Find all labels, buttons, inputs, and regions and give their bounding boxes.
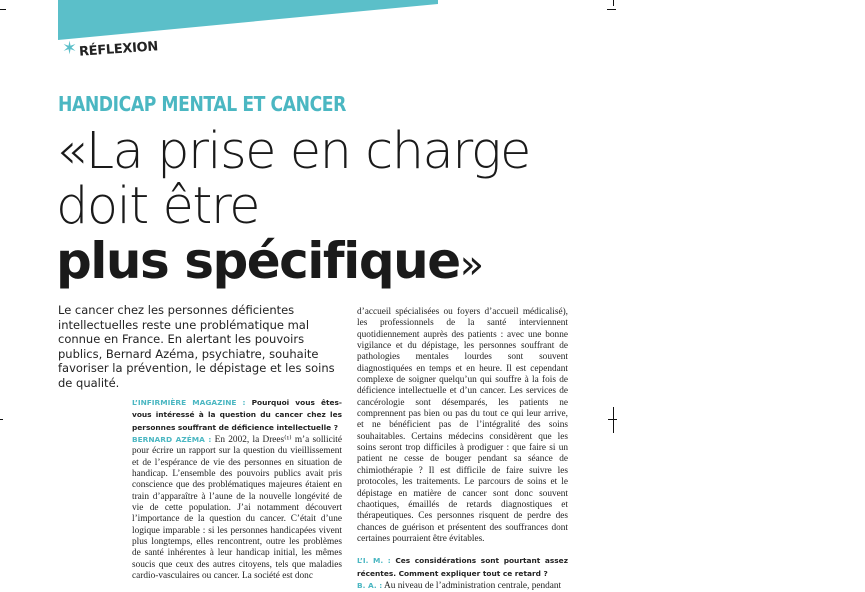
section-tag <box>62 40 158 58</box>
question-label: L’INFIRMIÈRE MAGAZINE : <box>132 398 246 407</box>
header-banner <box>58 0 438 40</box>
answer-text: En 2002, la Drees⁽¹⁾ m’a sollicité pour écrire un rapport sur la question du vieillissement et de l’espérance de vie des personnes en situation de handicap. L’ensemble des pouvoirs publics avait pris conscience que des problématiques majeures étaient en train d’apparaître à l’aune de la nouvelle longévité de vie de cette population. J’ai notamment découvert l’importance de la question du cancer. C’était d’une logique imparable : si les personnes handicapées vivent plus longtemps, elles rencontrent, outre les problèmes de santé inhérentes à leur handicap initial, les mêmes soucis que ceux des autres citoyens, tels que maladies cardio-vasculaires ou cancer. La société est donc <box>132 435 342 582</box>
answer-label: BERNARD AZÉMA : <box>132 435 212 445</box>
crop-mark-right-h <box>608 419 617 420</box>
answer-label: B. A. : <box>357 580 383 590</box>
article-column-1 <box>132 397 342 583</box>
crop-mark-right-v <box>613 407 614 433</box>
star-icon: ✶ <box>62 38 78 59</box>
headline-line-1: «La prise en charge <box>56 122 530 181</box>
article-column-2 <box>357 307 568 592</box>
question-label: L’I. M. : <box>357 556 391 566</box>
headline-line-3: plus spécifique <box>56 232 460 290</box>
headline-line-2: doit être <box>56 177 260 236</box>
kicker: HANDICAP MENTAL ET CANCER <box>58 92 346 116</box>
question-text: Pourquoi vous êtes-vous intéressé à la question du cancer chez les personnes souffrant de déficience intellectuelle ? <box>132 398 342 432</box>
paragraph: d’accueil spécialisées ou foyers d’accueil médicalisé), les professionnels de la santé interviennent quotidiennement auprès des patients : avec une bonne vigilance et du dépistage, les personnes souffrant de pathologies mentales lourdes sont souvent diagnostiquées en temps et en heure. Il est cependant complexe de soigner quelqu’un qui souffre à la fois de déficience intellectuelle et d’un cancer. Les services de cancérologie sont désemparés, les patients ne comprennent pas bien ou pas du tout ce qui leur arrive, et ne bénéficient pas de l’intégralité des soins souhaitables. Certains médecins considèrent que les soins seront trop difficiles à prodiguer : que faire si un patient ne cesse de bouger pendant sa séance de chimiothérapie ? Il est difficile de faire suivre les protocoles, les traitements. Le parcours de soins et le dépistage en matière de cancer sont donc souvent chaotiques, émaillés de retards diagnostiques et thérapeutiques. Ces personnes risquent de perdre des chances de guérison et présentent des souffrances dont certaines pourraient être évitables. <box>357 307 568 544</box>
answer-text: Au niveau de l’administration centrale, pendant <box>382 580 562 591</box>
section-label: RÉFLEXION <box>78 38 159 60</box>
crop-mark-top-right-v <box>613 0 614 6</box>
crop-mark-left <box>0 419 3 420</box>
standfirst: Le cancer chez les personnes déficientes intellectuelles reste une problématique mal connue en France. En alertant les pouvoirs publics, Bernard Azéma, psychiatre, souhaite favoriser la prévention, le dépistage et les soins de qualité. <box>58 303 335 390</box>
headline-closing-quote: » <box>459 242 483 288</box>
crop-mark-top-right-h <box>607 9 616 10</box>
headline <box>56 124 530 293</box>
crop-mark-top-left <box>0 9 6 10</box>
question-text: Ces considérations sont pourtant assez récentes. Comment expliquer tout ce retard ? <box>357 556 568 578</box>
